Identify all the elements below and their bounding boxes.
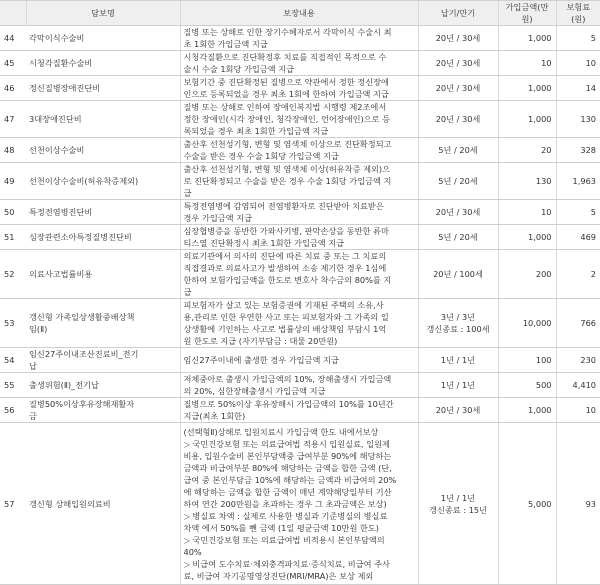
coverage-details-line: 40% bbox=[183, 546, 202, 557]
coverage-amount: 100 bbox=[498, 348, 556, 373]
payment-term bbox=[418, 138, 498, 163]
row-number: 56 bbox=[0, 398, 26, 423]
coverage-name bbox=[26, 373, 180, 398]
payment-term-line: 5년 / 20세 bbox=[438, 232, 478, 242]
coverage-name-line: 금 bbox=[29, 411, 37, 421]
premium: 230 bbox=[556, 348, 600, 373]
payment-term bbox=[418, 250, 498, 299]
coverage-details-line: 보험기간 중 진단확정된 질병으로 약관에서 정한 정신장애 bbox=[183, 77, 389, 87]
coverage-details-line: 급 bbox=[183, 287, 192, 297]
payment-term-line: 20년 / 30세 bbox=[435, 207, 481, 217]
coverage-details-line: 로 진단확정되고 수술을 받은 경우 수술 1회당 가입금액 지 bbox=[183, 176, 392, 186]
premium: 469 bbox=[556, 225, 600, 250]
row-number: 44 bbox=[0, 26, 26, 51]
table-row bbox=[0, 163, 600, 200]
row-number: 50 bbox=[0, 200, 26, 225]
coverage-details bbox=[180, 200, 418, 225]
header-coverage-details: 보장내용 bbox=[180, 1, 418, 26]
coverage-details-line: 특정전염병에 감염되어 전염병환자로 진단받아 치료받은 bbox=[183, 201, 384, 211]
table-row bbox=[0, 76, 600, 101]
coverage-details-line: 상생활에 기인하는 사고로 법률상의 배상책임 부담시 1억 bbox=[183, 324, 387, 334]
coverage-name-line: 정신질병장애진단비 bbox=[29, 83, 101, 93]
coverage-details-line: 료, 비급여 자기공명영상진단(MRI/MRA)은 보상 제외 bbox=[183, 570, 374, 581]
header-term: 납기/만기 bbox=[418, 1, 498, 26]
coverage-details-line: 급여 중 본인부담금 10%에 해당하는 금액과 비급여의 20% bbox=[183, 474, 397, 485]
coverage-name-line: 출생위험(Ⅱ)_전기납 bbox=[29, 380, 99, 390]
coverage-details-line: ▷ 국민건강보험 또는 의료급여법 적용시 입원실료, 입원제 bbox=[183, 438, 390, 449]
payment-term-line: 20년 / 30세 bbox=[435, 33, 481, 43]
premium: 1,963 bbox=[556, 163, 600, 200]
payment-term bbox=[418, 101, 498, 138]
coverage-amount: 10 bbox=[498, 51, 556, 76]
coverage-details-line: 에 해당하는 금액을 합한 금액이 매년 계약해당일부터 기산 bbox=[183, 486, 392, 497]
table-row bbox=[0, 398, 600, 423]
table-row bbox=[0, 250, 600, 299]
coverage-details-line: 차액 에서 50%를 뺀 금액 (1일 평균금액 10만원 한도) bbox=[183, 522, 379, 533]
coverage-details-line: 심장협병증을 동반한 가와사키병, 판막손상을 동반한 류마 bbox=[183, 226, 389, 236]
coverage-details bbox=[180, 51, 418, 76]
table-row bbox=[0, 423, 600, 585]
coverage-details-line: 한하여 보험가입금액을 한도로 변호사 착수금의 80%를 지 bbox=[183, 275, 392, 285]
premium: 766 bbox=[556, 299, 600, 348]
header-amount: 가입금액(만원) bbox=[498, 1, 556, 26]
row-number: 45 bbox=[0, 51, 26, 76]
table-row bbox=[0, 200, 600, 225]
coverage-details-line: 티스열 진단확정시 최초 1회한 가입금액 지급 bbox=[183, 238, 345, 248]
coverage-amount: 130 bbox=[498, 163, 556, 200]
table-row bbox=[0, 225, 600, 250]
coverage-name-line: 특정전염병진단비 bbox=[29, 207, 93, 217]
coverage-name-line: 각막이식수술비 bbox=[29, 33, 85, 43]
coverage-details-line: 인으로 등록되었을 경우 최초 1회에 한하여 가입금액 지급 bbox=[183, 89, 389, 99]
payment-term bbox=[418, 200, 498, 225]
header-coverage-name: 담보명 bbox=[26, 1, 180, 26]
coverage-name-line: 납 bbox=[29, 361, 37, 371]
payment-term-line: 5년 / 20세 bbox=[438, 176, 478, 186]
coverage-name-line: 선천이상수술비 bbox=[29, 145, 85, 155]
coverage-name bbox=[26, 225, 180, 250]
premium: 328 bbox=[556, 138, 600, 163]
premium: 130 bbox=[556, 101, 600, 138]
payment-term-line: 갱신종료 : 15년 bbox=[429, 504, 487, 515]
payment-term bbox=[418, 299, 498, 348]
coverage-details bbox=[180, 26, 418, 51]
table-header-row bbox=[0, 1, 600, 26]
coverage-name-line: 3대장애진단비 bbox=[29, 114, 82, 124]
coverage-details-line: 질병으로 50%이상 후유장해시 가입금액의 10%를 10년간 bbox=[183, 399, 394, 409]
coverage-details-line: 술시 수술 1회당 가입금액 지급 bbox=[183, 64, 295, 74]
coverage-details-line: 의 20%, 심한장해출생시 가입금액 지급 bbox=[183, 386, 326, 396]
coverage-details bbox=[180, 163, 418, 200]
coverage-details-line: 수술을 받은 경우 수술 1회당 가입금액 지급 bbox=[183, 151, 339, 161]
table-row bbox=[0, 138, 600, 163]
payment-term-line: 20년 / 30세 bbox=[435, 114, 481, 124]
coverage-details-line: ▷ 비급여 도수치료·체외충격파치료·증식치료, 비급여 주사 bbox=[183, 558, 390, 569]
payment-term bbox=[418, 51, 498, 76]
coverage-details-line: 시청각질환으로 진단확정후 치료를 직접적인 목적으로 수 bbox=[183, 52, 387, 62]
row-number: 55 bbox=[0, 373, 26, 398]
coverage-amount: 500 bbox=[498, 373, 556, 398]
coverage-details-line: 정한 장애인(시각 장애인, 청각장애인, 언어장애인)으로 등 bbox=[183, 114, 391, 124]
row-number: 46 bbox=[0, 76, 26, 101]
row-number: 53 bbox=[0, 299, 26, 348]
payment-term-line: 20년 / 30세 bbox=[435, 405, 481, 415]
payment-term-line: 20년 / 100세 bbox=[433, 269, 483, 279]
coverage-name-line: 임신27주이내조산진료비_전기 bbox=[29, 349, 139, 359]
coverage-details bbox=[180, 250, 418, 299]
coverage-amount: 1,000 bbox=[498, 398, 556, 423]
coverage-details-line: 용,관리로 인한 우연한 사고 또는 피보험자와 그 가족의 일 bbox=[183, 312, 389, 322]
coverage-amount: 10 bbox=[498, 200, 556, 225]
coverage-name bbox=[26, 138, 180, 163]
coverage-details-line: 원 한도로 지급 (자기부담금 : 대물 20만원) bbox=[183, 336, 338, 346]
row-number: 47 bbox=[0, 101, 26, 138]
row-number: 57 bbox=[0, 423, 26, 585]
coverage-details bbox=[180, 76, 418, 101]
coverage-details bbox=[180, 101, 418, 138]
coverage-details-line: ▷ 국민건강보험 또는 의료급여법 비적용시 본인부담액의 bbox=[183, 534, 385, 545]
row-number: 52 bbox=[0, 250, 26, 299]
payment-term bbox=[418, 348, 498, 373]
coverage-name-line: 갱신형 가족일상생활중배상책 bbox=[29, 312, 135, 322]
coverage-amount: 1,000 bbox=[498, 101, 556, 138]
coverage-details bbox=[180, 373, 418, 398]
coverage-details-line: 저체중아로 출생시 가입금액의 10%, 장해출생시 가입금액 bbox=[183, 374, 392, 384]
coverage-amount: 5,000 bbox=[498, 423, 556, 585]
coverage-name bbox=[26, 76, 180, 101]
coverage-details bbox=[180, 348, 418, 373]
coverage-amount: 1,000 bbox=[498, 26, 556, 51]
payment-term-line: 갱신종료 : 100세 bbox=[426, 324, 490, 334]
header-premium: 보험료(원) bbox=[556, 1, 600, 26]
row-number: 54 bbox=[0, 348, 26, 373]
coverage-details-line: 질병 또는 상해로 인하여 장애인복지법 시행령 제2조에서 bbox=[183, 102, 387, 112]
coverage-name bbox=[26, 200, 180, 225]
premium: 2 bbox=[556, 250, 600, 299]
payment-term-line: 20년 / 30세 bbox=[435, 83, 481, 93]
payment-term bbox=[418, 225, 498, 250]
payment-term-line: 1년 / 1년 bbox=[440, 380, 476, 390]
payment-term bbox=[418, 398, 498, 423]
payment-term bbox=[418, 373, 498, 398]
premium: 4,410 bbox=[556, 373, 600, 398]
payment-term-line: 1년 / 1년 bbox=[440, 492, 476, 503]
coverage-amount: 20 bbox=[498, 138, 556, 163]
coverage-name bbox=[26, 299, 180, 348]
payment-term bbox=[418, 26, 498, 51]
coverage-details bbox=[180, 138, 418, 163]
row-number: 51 bbox=[0, 225, 26, 250]
coverage-details-line: 피보험자가 살고 있는 보험증권에 기재된 주택의 소유,사 bbox=[183, 300, 384, 310]
coverage-details-line: 경우 가입금액 지급 bbox=[183, 213, 252, 223]
coverage-details-line: 질병 또는 상해로 인한 장기수혜자로서 각막이식 수술시 최 bbox=[183, 27, 392, 37]
coverage-details-line: 임신27주이내에 출생한 경우 가입금액 지급 bbox=[183, 355, 339, 365]
table-body bbox=[0, 26, 600, 585]
coverage-details-line: 출산후 선천성기형, 변형 및 염색체 이상으로 진단확정되고 bbox=[183, 139, 392, 149]
coverage-details-line: 직접결과로 의료사고가 발생하여 소송 제기한 경우 1심에 bbox=[183, 263, 387, 273]
table-row bbox=[0, 373, 600, 398]
coverage-name-line: 임(Ⅱ) bbox=[29, 324, 48, 334]
coverage-name bbox=[26, 101, 180, 138]
coverage-details-line: 초 1회한 가입금액 지급 bbox=[183, 39, 268, 49]
coverage-name-line: 선천이상수술비(허유착증제외) bbox=[29, 176, 139, 186]
coverage-name bbox=[26, 51, 180, 76]
coverage-details-line: ▷ 병실료 차액 : 실제로 사용한 병실과 기준병실의 병실료 bbox=[183, 510, 388, 521]
row-number: 49 bbox=[0, 163, 26, 200]
coverage-name-line: 질병50%이상후유장해재활자 bbox=[29, 399, 135, 409]
table-row bbox=[0, 51, 600, 76]
coverage-details-line: 의료기관에서 의사의 진단에 따른 치료 중 또는 그 치료의 bbox=[183, 251, 387, 261]
header-no bbox=[0, 1, 26, 26]
payment-term-line: 3년 / 3년 bbox=[440, 312, 476, 322]
table-row bbox=[0, 299, 600, 348]
coverage-name-line: 심장관련소아특정질병진단비 bbox=[29, 232, 132, 242]
coverage-name-line: 시청각질환수술비 bbox=[29, 58, 93, 68]
coverage-name bbox=[26, 398, 180, 423]
table-row bbox=[0, 101, 600, 138]
coverage-details-line: 출산후 선천성기형, 변형 및 염색체 이상(허유착증 제외)으 bbox=[183, 164, 391, 174]
coverage-details bbox=[180, 299, 418, 348]
premium: 5 bbox=[556, 200, 600, 225]
coverage-details-line: 급 bbox=[183, 188, 192, 198]
coverage-details-line: 하여 연간 200만원을 초과하는 경우 그 초과금액은 보상) bbox=[183, 498, 387, 509]
table-row bbox=[0, 348, 600, 373]
payment-term-line: 5년 / 20세 bbox=[438, 145, 478, 155]
coverage-name bbox=[26, 26, 180, 51]
coverage-amount: 1,000 bbox=[498, 76, 556, 101]
coverage-details-line: 금액과 비급여부분 80%에 해당하는 금액을 합한 금액 (단, bbox=[183, 462, 392, 473]
row-number: 48 bbox=[0, 138, 26, 163]
coverage-details-line: 비용, 입원수술비 본인부담액중 급여부분 90%에 해당하는 bbox=[183, 450, 392, 461]
coverage-amount: 1,000 bbox=[498, 225, 556, 250]
premium: 10 bbox=[556, 51, 600, 76]
table-row bbox=[0, 26, 600, 51]
coverage-details-line: 록되었을 경우 최초 1회한 가입금액 지급 bbox=[183, 126, 329, 136]
payment-term-line: 20년 / 30세 bbox=[435, 58, 481, 68]
premium: 14 bbox=[556, 76, 600, 101]
coverage-name bbox=[26, 348, 180, 373]
premium: 10 bbox=[556, 398, 600, 423]
coverage-name bbox=[26, 423, 180, 585]
coverage-amount: 10,000 bbox=[498, 299, 556, 348]
coverage-details bbox=[180, 225, 418, 250]
payment-term-line: 1년 / 1년 bbox=[440, 355, 476, 365]
payment-term bbox=[418, 423, 498, 585]
coverage-details bbox=[180, 423, 418, 585]
coverage-name-line: 의료사고법률비용 bbox=[29, 269, 93, 279]
payment-term bbox=[418, 76, 498, 101]
coverage-details bbox=[180, 398, 418, 423]
coverage-amount: 200 bbox=[498, 250, 556, 299]
premium: 93 bbox=[556, 423, 600, 585]
premium: 5 bbox=[556, 26, 600, 51]
coverage-details-line: 지급(최초 1회한) bbox=[183, 411, 246, 421]
coverage-name bbox=[26, 250, 180, 299]
coverage-name-line: 갱신형 상해입원의료비 bbox=[29, 498, 111, 509]
coverage-details-line: (선택형Ⅱ)상해로 입원치료시 가입금액 한도 내에서보상 bbox=[183, 426, 379, 437]
coverage-name bbox=[26, 163, 180, 200]
payment-term bbox=[418, 163, 498, 200]
